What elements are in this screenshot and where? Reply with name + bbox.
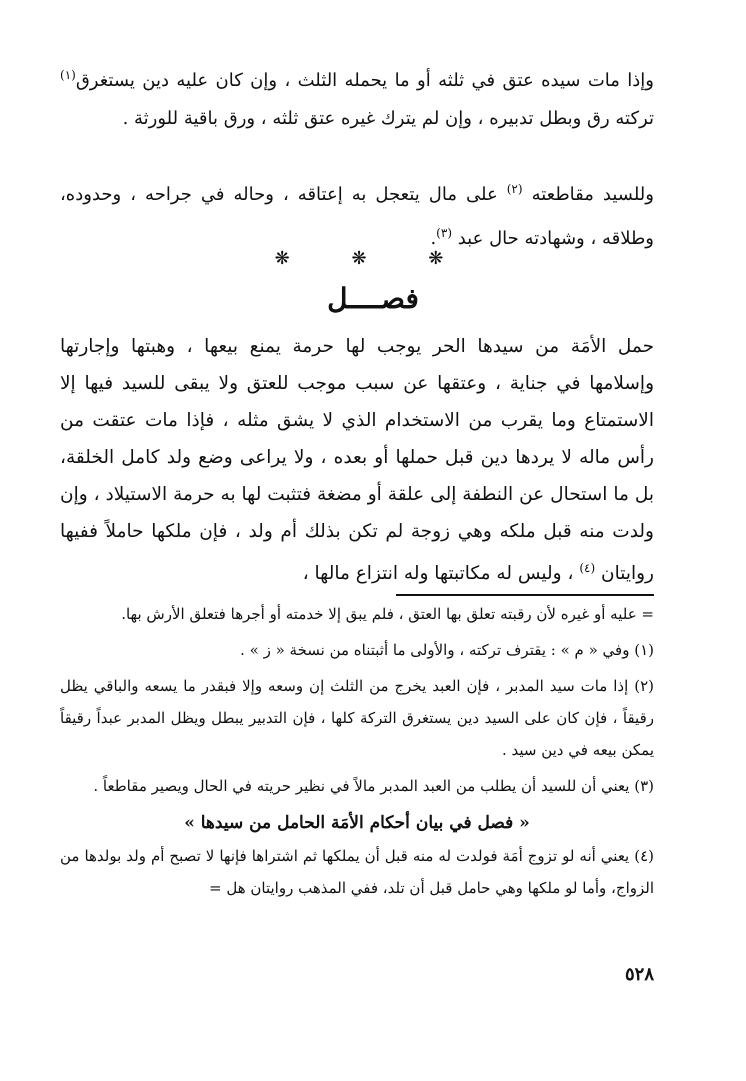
footnote-4: (٤) يعني أنه لو تزوج أمَة فولدت له منه قبل أن يملكها ثم اشتراها فإنها لا تصبح أم ولد بولدها من الزواج، وأما لو ملكها وهي حامل قبل أن تلد، ففي المذهب روايتان هل = [60, 847, 654, 897]
paragraph-text: وللسيد مقاطعته [531, 184, 654, 205]
paragraph-mudabbar-death [60, 56, 654, 138]
footnote-3: (٣) يعني أن للسيد أن يطلب من العبد المدبر مالاً في نظير حريته في الحال ويصير مقاطعاً . [93, 777, 654, 795]
chapter-body [60, 328, 654, 592]
footnote-ref-2[interactable]: (٢) [506, 182, 523, 196]
paragraph-text: وإذا مات سيده عتق في ثلثه أو ما يحمله الثلث ، وإن كان عليه دين يستغرق [75, 70, 654, 91]
page-number: ٥٢٨ [624, 964, 654, 985]
paragraph-muqataa [60, 170, 654, 258]
chapter-heading: فصــــل [327, 282, 419, 315]
footnote-ref-4[interactable]: (٤) [579, 561, 596, 575]
section-separator-stars: ❋ ❋ ❋ [274, 248, 472, 269]
chapter-body-text: حمل الأمَة من سيدها الحر يوجب لها حرمة يمنع بيعها ، وهبتها وإجارتها وإسلامها في جناية ، وعتقها عن سبب موجب للعتق ولا يبقى للسيد فيها إلا الاستمتاع وما يقرب من الاستخدام الذي لا يشق مثله ، فإذا مات عتقت من رأس ماله لا يردها دين قبل حملها أو بعده ، ولا يراعى وضع ولد كامل الخلقة، بل ما استحال عن النطفة إلى علقة أو مضغة فتثبت لها به حرمة الاستيلاد ، وإن ولدت منه قبل ملكه وهي زوجة لم تكن بذلك أم ولد ، فإن ملكها حاملاً ففيها روايتان [60, 336, 654, 585]
paragraph-text: على مال يتعجل به إعتاقه ، وحاله في جراحه ، وحدوده، وطلاقه ، وشهادته حال عبد [60, 184, 654, 249]
footnote-2: (٢) إذا مات سيد المدبر ، فإن العبد يخرج من الثلث إن وسعه وإلا فبقدر ما يسعه والباقي يظل رقيقاً ، فإن كان على السيد دين يستغرق التركة كلها ، فإن التدبير يبطل ويظل المدبر عبداً رقيقاً يمكن بيعه في دين سيد . [60, 677, 654, 759]
footnote-continued: = عليه أو غيره لأن رقبته تعلق بها العتق ، فلم يبق إلا خدمته أو أجرها فتعلق الأرش بها. [121, 605, 654, 623]
chapter-body-text: ، وليس له مكاتبتها وله انتزاع مالها ، [302, 563, 574, 585]
footnote-1: (١) وفي « م » : يقترف تركته ، والأولى ما أثبتناه من نسخة « ز » . [240, 641, 654, 659]
footnote-ref-1[interactable]: (١) [60, 68, 76, 82]
footnote-ref-3[interactable]: (٣) [436, 226, 452, 240]
footnote-divider [396, 594, 654, 596]
footnotes-section [60, 598, 654, 904]
paragraph-text: تركته رق وبطل تدبيره ، وإن لم يترك غيره عتق ثلثه ، ورق باقية للورثة . [122, 108, 654, 129]
paragraph-end: . [430, 228, 437, 249]
footnote-section-heading: « فصل في بيان أحكام الأمَة الحامل من سيدها » [184, 813, 530, 833]
